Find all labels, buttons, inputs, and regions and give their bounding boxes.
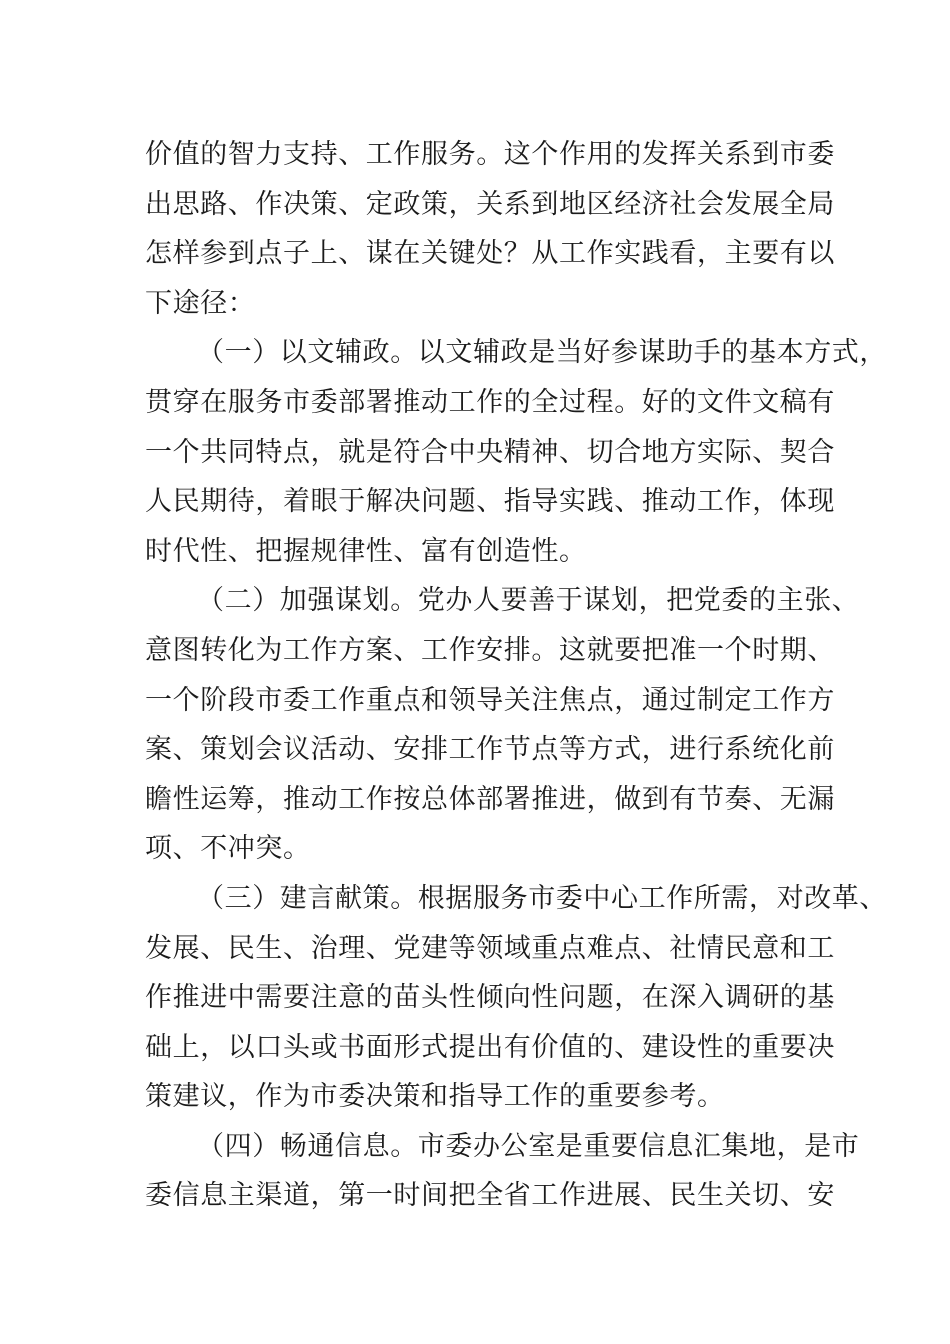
body-text xyxy=(145,130,887,1221)
text-line: 发展、民生、治理、党建等领域重点难点、社情民意和工 xyxy=(145,932,835,964)
section-one-heading-line: （一）以文辅政。以文辅政是当好参谋助手的基本方式， xyxy=(197,337,887,369)
text-line: 作推进中需要注意的苗头性倾向性问题，在深入调研的基 xyxy=(145,982,835,1014)
text-line: 瞻性运筹，推动工作按总体部署推进，做到有节奏、无漏 xyxy=(145,783,835,815)
text-line: 委信息主渠道，第一时间把全省工作进展、民生关切、安 xyxy=(145,1180,835,1212)
text-line: 案、策划会议活动、安排工作节点等方式，进行系统化前 xyxy=(145,734,835,766)
section-four-heading-line: （四）畅通信息。市委办公室是重要信息汇集地，是市 xyxy=(197,1130,860,1162)
text-line: 一个共同特点，就是符合中央精神、切合地方实际、契合 xyxy=(145,436,835,468)
text-line: 怎样参到点子上、谋在关键处？从工作实践看，主要有以 xyxy=(145,238,835,270)
text-line: 出思路、作决策、定政策，关系到地区经济社会发展全局 xyxy=(145,188,835,220)
text-line: 下途径： xyxy=(145,287,256,319)
text-line: 人民期待，着眼于解决问题、指导实践、推动工作，体现 xyxy=(145,486,835,518)
text-line: 策建议，作为市委决策和指导工作的重要参考。 xyxy=(145,1081,725,1113)
text-line: 时代性、把握规律性、富有创造性。 xyxy=(145,535,587,567)
text-line: 一个阶段市委工作重点和领导关注焦点，通过制定工作方 xyxy=(145,684,835,716)
text-line: 项、不冲突。 xyxy=(145,833,311,865)
text-line: 意图转化为工作方案、工作安排。这就要把准一个时期、 xyxy=(145,634,835,666)
section-two-heading-line: （二）加强谋划。党办人要善于谋划，把党委的主张、 xyxy=(197,585,860,617)
text-line: 价值的智力支持、工作服务。这个作用的发挥关系到市委 xyxy=(145,139,835,170)
text-line: 础上，以口头或书面形式提出有价值的、建设性的重要决 xyxy=(145,1031,835,1063)
section-three-heading-line: （三）建言献策。根据服务市委中心工作所需，对改革、 xyxy=(197,882,887,914)
text-line: 贯穿在服务市委部署推动工作的全过程。好的文件文稿有 xyxy=(145,386,835,418)
